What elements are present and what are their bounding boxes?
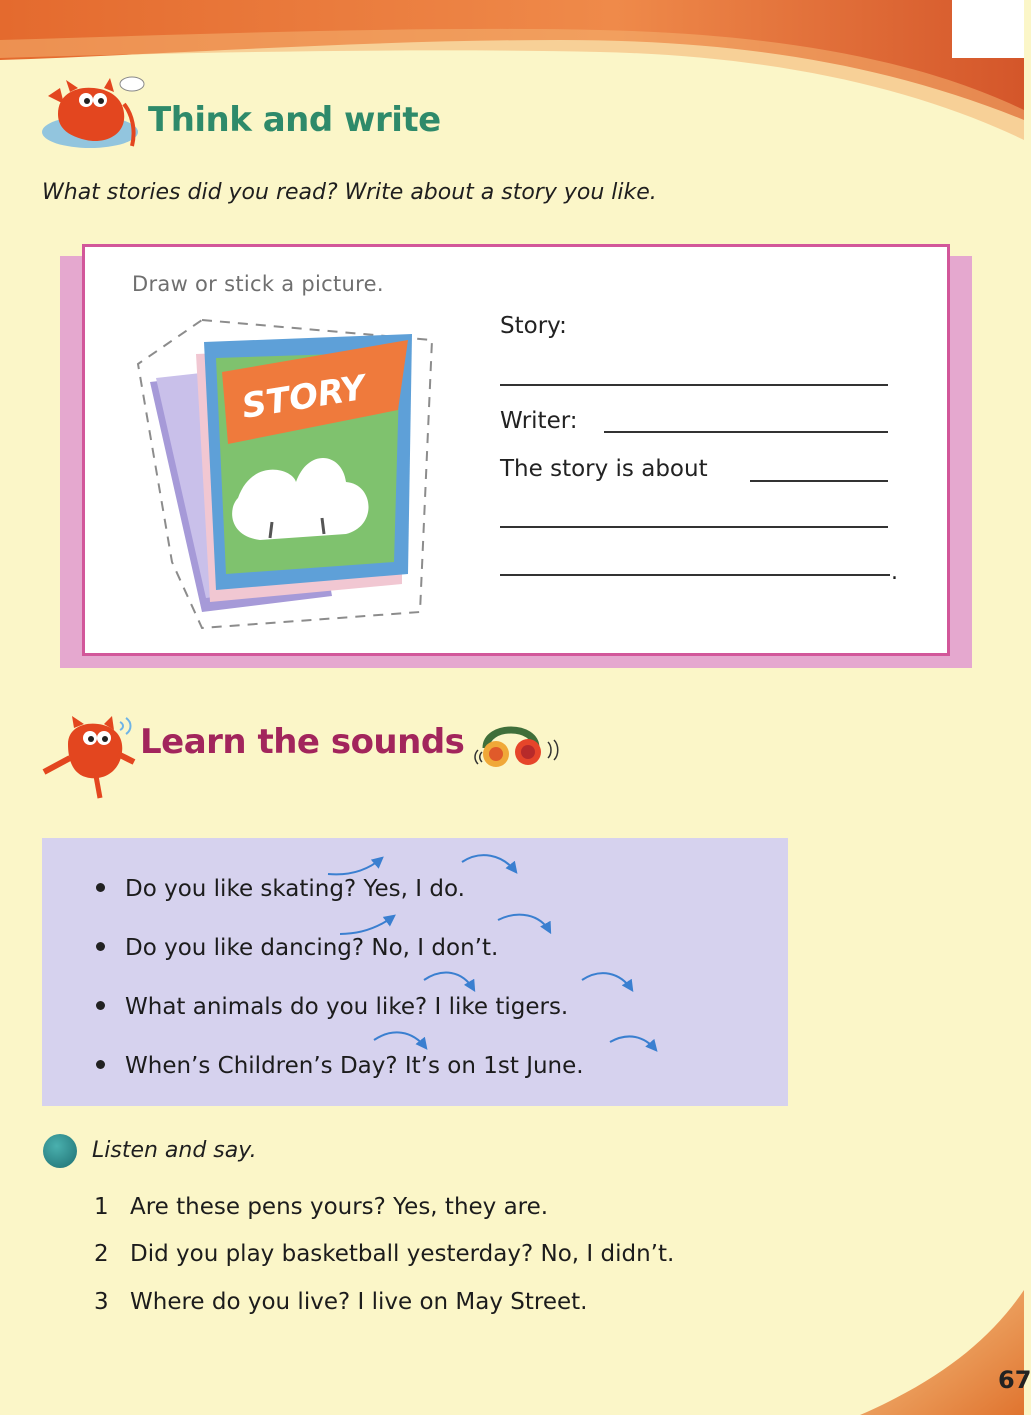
listen-instruction: Listen and say. (92, 1138, 257, 1163)
sentence-text: When’s Children’s Day? It’s on 1st June. (125, 1053, 584, 1079)
item-number: 1 (94, 1194, 109, 1220)
corner-patch (952, 0, 1024, 58)
falling-arrow (424, 973, 474, 990)
bullet (96, 1060, 105, 1069)
practice-item (94, 1241, 674, 1267)
rising-arrow (340, 916, 394, 934)
writer-label: Writer: (500, 408, 578, 434)
about-label: The story is about (500, 456, 708, 482)
about-answer-line-2[interactable] (500, 526, 888, 528)
rising-arrow (328, 858, 382, 874)
sound-sentence (96, 994, 568, 1020)
sentence-text: Do you like skating? Yes, I do. (125, 876, 465, 902)
writer-answer-line[interactable] (604, 431, 888, 433)
falling-arrow (582, 973, 632, 990)
cd-dot-icon[interactable] (43, 1134, 77, 1168)
end-punctuation: . (891, 560, 898, 585)
draw-caption: Draw or stick a picture. (132, 272, 384, 296)
falling-arrow (374, 1032, 426, 1048)
cat-listening-icon (40, 714, 140, 806)
item-text: Did you play basketball yesterday? No, I didn’t. (130, 1241, 675, 1267)
item-number: 2 (94, 1241, 109, 1267)
about-answer-line[interactable] (750, 480, 888, 482)
item-text: Are these pens yours? Yes, they are. (130, 1194, 549, 1220)
headphones-icon[interactable] (470, 714, 564, 772)
bullet (96, 942, 105, 951)
falling-arrow (498, 915, 550, 932)
think-and-write-title: Think and write (148, 100, 441, 140)
item-text: Where do you live? I live on May Street. (130, 1289, 588, 1315)
book-cover-text: STORY (239, 367, 369, 427)
sentence-text: Do you like dancing? No, I don’t. (125, 935, 499, 961)
bullet (96, 1001, 105, 1010)
story-label: Story: (500, 313, 567, 339)
practice-item (94, 1194, 548, 1220)
falling-arrow (462, 855, 516, 872)
learn-the-sounds-title: Learn the sounds (140, 722, 465, 762)
sound-sentence (96, 1053, 584, 1079)
cat-writing-icon (40, 74, 150, 160)
write-instruction: What stories did you read? Write about a story you like. (42, 180, 657, 205)
bullet (96, 883, 105, 892)
sound-sentence (96, 876, 465, 902)
falling-arrow (610, 1036, 656, 1050)
page-number: 67 (998, 1366, 1031, 1394)
story-answer-line[interactable] (500, 384, 888, 386)
practice-item (94, 1289, 587, 1315)
story-book-picture[interactable] (132, 312, 437, 634)
sentence-text: What animals do you like? I like tigers. (125, 994, 569, 1020)
item-number: 3 (94, 1289, 109, 1315)
sound-sentence (96, 935, 498, 961)
about-answer-line-3[interactable] (500, 574, 890, 576)
